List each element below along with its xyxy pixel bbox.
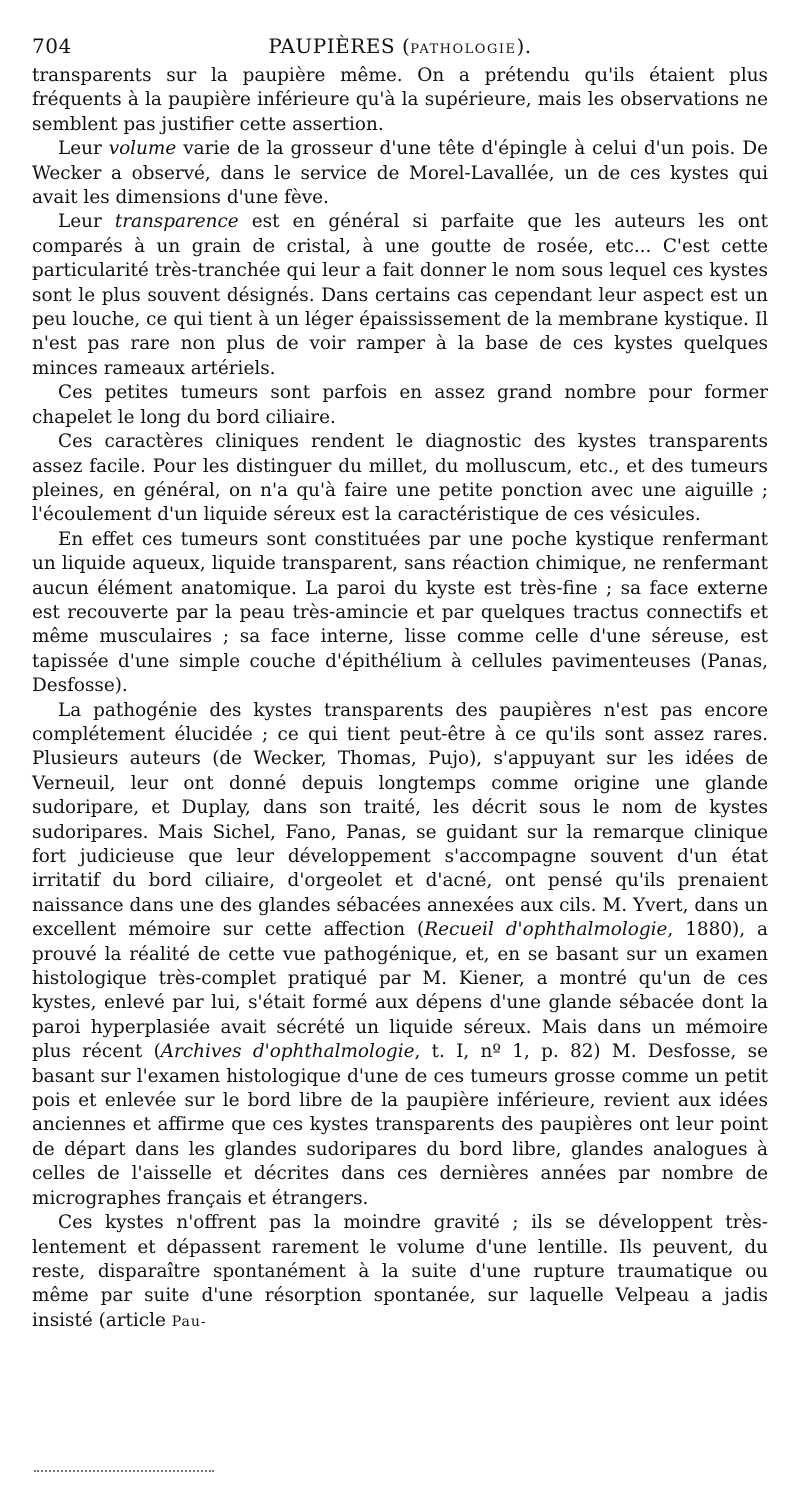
body-text: [32, 64, 768, 1334]
running-head-close: ).: [516, 34, 532, 58]
footer-rule: [34, 1470, 214, 1472]
paragraph-3: [32, 210, 768, 381]
paragraph-8-small-caps: Pau-: [171, 1313, 207, 1330]
page-header: [32, 28, 768, 64]
running-head: [32, 34, 768, 58]
document-page: [32, 28, 768, 1334]
paragraph-7-part-b: , 1880), a prouvé la réalité de cette vue pathogénique, et, en se basant sur un examen histologique très-complet pratiqué par M. Kiener, a montré qu'un de ces kystes, enlevé par lui, s'était formé aux dépens d'une glande sébacée dont la paroi hyperplasiée avait sécrété un liquide séreux. Mais dans un mémoire plus récent (: [32, 919, 769, 1063]
paragraph-7-part-c: , t. I, nº 1, p. 82) M. Desfosse, se basant sur l'examen histologique d'une de ces tumeurs grosse comme un petit pois et enlevée sur le bord libre de la paupière inférieure, revient aux idées anciennes et affirme que ces kystes transparents des paupières ont leur point de départ dans les glandes sudoripares du bord libre, glandes analogues à celles de l'aisselle et décrites dans ces dernières années par nombre de micrographes français et étrangers.: [32, 1041, 768, 1209]
page-number: 704: [32, 34, 72, 58]
paragraph-7-part-a: La pathogénie des kystes transparents des paupières n'est pas encore complétement élucidée ; ce qui tient peut-être à ce qu'ils sont assez rares. Plusieurs auteurs (de Wecker, Thomas, Pujo), s'appuyant sur les idées de Verneuil, leur ont donné depuis longtemps comme origine une glande sudoripare, et Duplay, dans son traité, les décrit sous le nom de kystes sudoripares. Mais Sichel, Fano, Panas, se guidant sur la remarque clinique fort judicieuse que leur développement s'accompagne souvent d'un état irritatif du bord ciliaire, d'orgeolet et d'acné, ont pensé qu'ils prenaient naissance dans une des glandes sébacées annexées aux cils. M. Yvert, dans un excellent mémoire sur cette affection (: [32, 699, 768, 941]
paragraph-1-text: transparents sur la paupière même. On a prétendu qu'ils étaient plus fréquents à la paupière inférieure qu'à la supérieure, mais les observations ne semblent pas justifier cette assertion.: [32, 65, 768, 135]
paragraph-7-citation-1: Recueil d'ophthalmologie: [424, 919, 668, 941]
paragraph-2: [32, 137, 768, 210]
paragraph-6-text: En effet ces tumeurs sont constituées par une poche kystique renfermant un liquide aqueux, liquide transparent, sans réaction chimique, ne renfermant aucun élément anatomique. La paroi du kyste est très-fine ; sa face externe est recouverte par la peau très-amincie et par quelques tractus connectifs et même musculaires ; sa face interne, lisse comme celle d'une séreuse, est tapissée d'une simple couche d'épithélium à cellules pavimenteuses (Panas, Desfosse).: [32, 528, 768, 697]
paragraph-5-text: Ces caractères cliniques rendent le diagnostic des kystes transparents assez facile. Pour les distinguer du millet, du molluscum, etc., et des tumeurs pleines, en général, on n'a qu'à faire une petite ponction avec une aiguille ; l'écoulement d'un liquide séreux est la caractéristique de ces vésicules.: [32, 431, 768, 526]
paragraph-4-text: Ces petites tumeurs sont parfois en assez grand nombre pour former chapelet le long du bord ciliaire.: [32, 382, 768, 428]
paragraph-8-text: Ces kystes n'offrent pas la moindre gravité ; ils se développent très-lentement et dépassent rarement le volume d'une lentille. Ils peuvent, du reste, disparaître spontanément à la suite d'une rupture traumatique ou même par suite d'une résorption spontanée, sur laquelle Velpeau a jadis insisté (article: [32, 1212, 768, 1331]
paragraph-6: [32, 528, 768, 699]
paragraph-3-lead: Leur: [58, 211, 115, 233]
running-head-section: PATHOLOGIE: [410, 42, 517, 57]
paragraph-7-citation-2: Archives d'ophthalmologie: [160, 1041, 415, 1063]
running-head-open: (: [395, 34, 411, 58]
paragraph-2-emphasis: volume: [108, 138, 177, 160]
paragraph-7: [32, 699, 768, 1212]
running-head-title: PAUPIÈRES: [268, 34, 396, 58]
paragraph-8: [32, 1211, 768, 1334]
paragraph-1: [32, 64, 768, 137]
paragraph-5: [32, 430, 768, 528]
paragraph-4: [32, 381, 768, 430]
paragraph-2-lead: Leur: [58, 138, 109, 160]
paragraph-2-rest: varie de la grosseur d'une tête d'épingle à celui d'un pois. De Wecker a observé, dans le service de Morel-Lavallée, un de ces kystes qui avait les dimensions d'une fève.: [32, 138, 769, 209]
paragraph-3-emphasis: transparence: [114, 211, 239, 233]
paragraph-3-rest: est en général si parfaite que les auteurs les ont comparés à un grain de cristal, à une goutte de rosée, etc... C'est cette particularité très-tranchée qui leur a fait donner le nom sous lequel ces kystes sont le plus souvent désignés. Dans certains cas cependant leur aspect est un peu louche, ce qui tient à un léger épaississement de la membrane kystique. Il n'est pas rare non plus de voir ramper à la base de ces kystes quelques minces rameaux artériels.: [32, 211, 768, 379]
